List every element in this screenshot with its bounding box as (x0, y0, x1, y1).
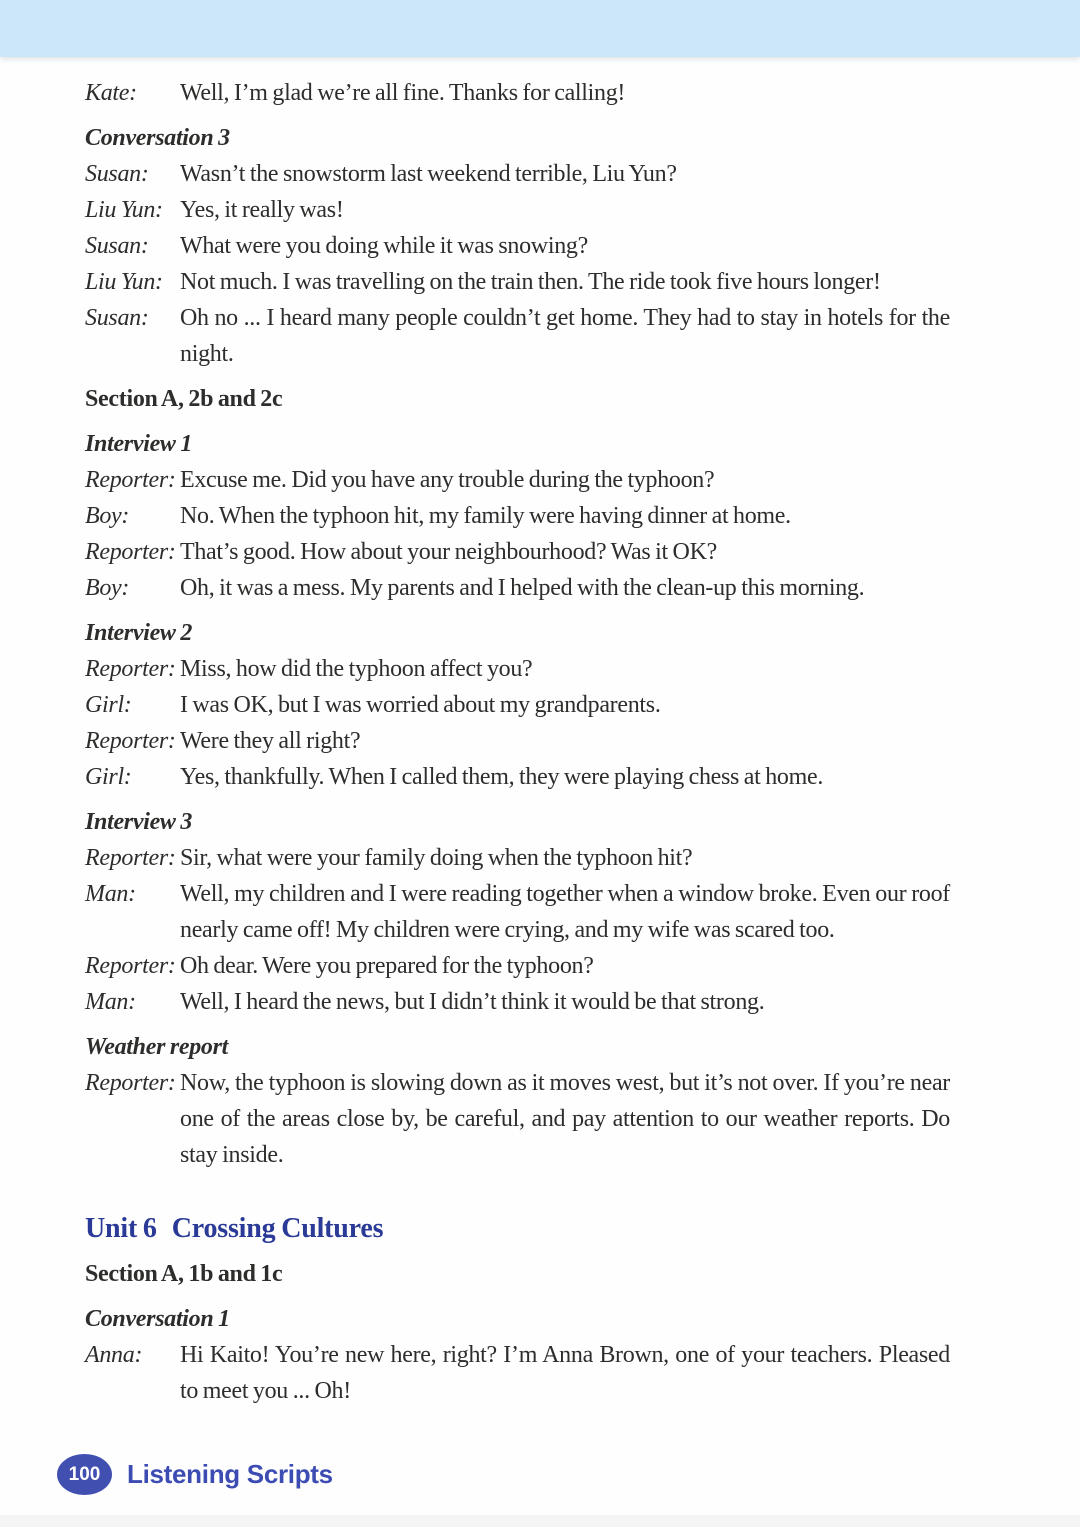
dialogue-text: Well, I heard the news, but I didn’t think it would be that strong. (180, 989, 765, 1015)
dialogue-entry (85, 300, 950, 372)
dialogue-text: Yes, thankfully. When I called them, they were playing chess at home. (180, 764, 824, 790)
speaker-label: Liu Yun: (85, 269, 163, 295)
dialogue-entry (85, 156, 950, 192)
conversation-heading: Conversation 1 (85, 1306, 230, 1332)
speaker-label: Susan: (85, 161, 149, 187)
dialogue-text: Well, I’m glad we’re all fine. Thanks for calling! (180, 80, 626, 106)
dialogue-entry (85, 570, 950, 606)
unit-title: Crossing Cultures (171, 1213, 384, 1244)
dialogue-entry (85, 984, 950, 1020)
section-heading: Section A, 2b and 2c (85, 386, 283, 412)
speaker-label: Reporter: (85, 728, 176, 754)
footer (57, 1454, 333, 1495)
page-number-badge (57, 1454, 112, 1495)
dialogue-entry (85, 192, 950, 228)
speaker-label: Boy: (85, 575, 130, 601)
dialogue-entry (85, 759, 950, 795)
dialogue-entry (85, 498, 950, 534)
dialogue-entry (85, 948, 950, 984)
dialogue-text: Miss, how did the typhoon affect you? (180, 656, 533, 682)
speaker-label: Susan: (85, 305, 149, 331)
speaker-label: Reporter: (85, 845, 176, 871)
dialogue-text: No. When the typhoon hit, my family were having dinner at home. (180, 503, 791, 529)
unit-number: Unit 6 (85, 1213, 157, 1244)
dialogue-text: Oh no ... I heard many people couldn’t get home. They had to stay in hotels for the night. (180, 305, 950, 367)
page-bottom-edge (0, 1515, 1080, 1527)
conversation-heading: Interview 2 (85, 620, 193, 646)
dialogue-text: Hi Kaito! You’re new here, right? I’m Anna Brown, one of your teachers. Pleased to meet you ... Oh! (180, 1342, 950, 1404)
dialogue-entry (85, 534, 950, 570)
dialogue-entry (85, 651, 950, 687)
unit-heading (85, 1211, 950, 1247)
speaker-label: Reporter: (85, 539, 176, 565)
script-content (85, 75, 950, 1409)
dialogue-entry (85, 1337, 950, 1409)
section-heading: Section A, 1b and 1c (85, 1261, 283, 1287)
dialogue-text: Now, the typhoon is slowing down as it moves west, but it’s not over. If you’re near one of the areas close by, be careful, and pay attention to our weather reports. Do stay inside. (180, 1070, 950, 1168)
dialogue-text: That’s good. How about your neighbourhood? Was it OK? (180, 539, 717, 565)
dialogue-entry (85, 723, 950, 759)
page-number: 100 (68, 1463, 101, 1485)
speaker-label: Girl: (85, 764, 132, 790)
speaker-label: Kate: (85, 80, 137, 106)
dialogue-entry (85, 840, 950, 876)
dialogue-text: Oh dear. Were you prepared for the typhoon? (180, 953, 594, 979)
dialogue-entry (85, 1065, 950, 1173)
speaker-label: Anna: (85, 1342, 143, 1368)
footer-label: Listening Scripts (127, 1459, 333, 1489)
speaker-label: Boy: (85, 503, 130, 529)
dialogue-text: Were they all right? (180, 728, 361, 754)
dialogue-entry (85, 687, 950, 723)
dialogue-text: I was OK, but I was worried about my grandparents. (180, 692, 661, 718)
dialogue-text: Wasn’t the snowstorm last weekend terrible, Liu Yun? (180, 161, 677, 187)
dialogue-text: What were you doing while it was snowing? (180, 233, 588, 259)
speaker-label: Girl: (85, 692, 132, 718)
dialogue-text: Well, my children and I were reading together when a window broke. Even our roof nearly came off! My children were crying, and my wife was scared too. (180, 881, 950, 943)
speaker-label: Reporter: (85, 1070, 176, 1096)
dialogue-entry (85, 264, 950, 300)
conversation-heading: Interview 3 (85, 809, 193, 835)
speaker-label: Man: (85, 989, 136, 1015)
conversation-heading: Interview 1 (85, 431, 193, 457)
dialogue-text: Not much. I was travelling on the train then. The ride took five hours longer! (180, 269, 881, 295)
header-band (0, 0, 1080, 57)
dialogue-text: Oh, it was a mess. My parents and I helped with the clean-up this morning. (180, 575, 865, 601)
dialogue-text: Yes, it really was! (180, 197, 344, 223)
conversation-heading: Conversation 3 (85, 125, 230, 151)
speaker-label: Liu Yun: (85, 197, 163, 223)
speaker-label: Reporter: (85, 656, 176, 682)
speaker-label: Reporter: (85, 953, 176, 979)
dialogue-entry (85, 462, 950, 498)
speaker-label: Man: (85, 881, 136, 907)
dialogue-text: Excuse me. Did you have any trouble during the typhoon? (180, 467, 715, 493)
dialogue-text: Sir, what were your family doing when the typhoon hit? (180, 845, 693, 871)
conversation-heading: Weather report (85, 1034, 229, 1060)
dialogue-entry (85, 75, 950, 111)
speaker-label: Susan: (85, 233, 149, 259)
speaker-label: Reporter: (85, 467, 176, 493)
dialogue-entry (85, 228, 950, 264)
dialogue-entry (85, 876, 950, 948)
